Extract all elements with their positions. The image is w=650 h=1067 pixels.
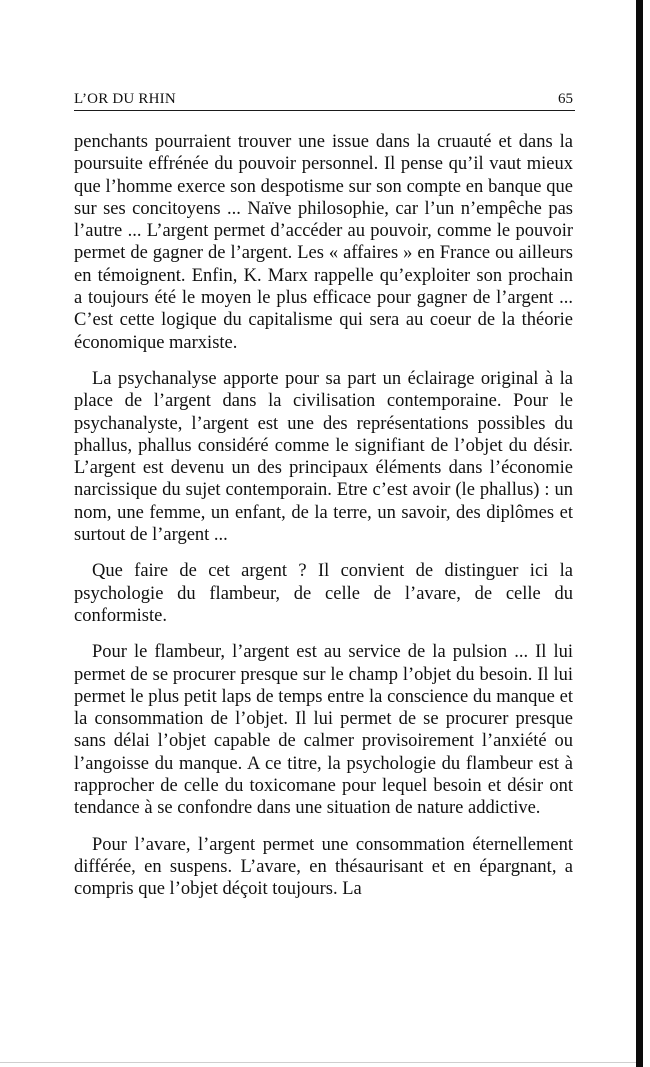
paragraph-4: Pour le flambeur, l’argent est au service de la pulsion ... Il lui permet de se procurer presque sur le champ l’objet du besoin. Il lui permet le plus petit laps de temps entre la conscience du manque et la consommation de l’objet. Il lui permet de se procurer presque sans délai l’objet capable de calmer provisoirement l’anxiété ou l’angoisse du manque. A ce titre, la psychologie du flambeur est à rapprocher de celle du toxicomane pour lequel besoin et désir ont tendance à se confondre dans une situation de nature addictive.: [74, 642, 573, 819]
page-number: 65: [558, 91, 573, 107]
paragraph-5: Pour l’avare, l’argent permet une consommation éternellement différée, en suspens. L’avare, en thésaurisant et en épargnant, a compris que l’objet déçoit toujours. La: [74, 834, 573, 900]
page-bottom-edge: [0, 1062, 636, 1063]
chapter-title: L’OR DU RHIN: [74, 91, 176, 107]
paragraph-2: La psychanalyse apporte pour sa part un éclairage original à la place de l’argent dans la civilisation contemporaine. Pour le psychanalyste, l’argent est une des représentations possibles du phallus, phallus considéré comme le signifiant de l’objet du désir. L’argent est devenu un des principaux éléments dans l’économie narcissique du sujet contemporain. Etre c’est avoir (le phallus) : un nom, une femme, un enfant, de la terre, un savoir, des diplômes et surtout de l’argent ...: [74, 368, 573, 546]
running-header: [74, 88, 575, 111]
paragraph-1: penchants pourraient trouver une issue dans la cruauté et dans la poursuite effrénée du pouvoir personnel. Il pense qu’il vaut mieux que l’homme exerce son despotisme sur son compte en banque que sur ses concitoyens ... Naïve philosophie, car l’un n’empêche pas l’autre ... L’argent permet d’accéder au pouvoir, comme le pouvoir permet de gagner de l’argent. Les « affaires » en France ou ailleurs en témoignent. Enfin, K. Marx rappelle qu’exploiter son prochain a toujours été le moyen le plus efficace pour gagner de l’argent ... C’est cette logique du capitalisme qui sera au coeur de la théorie économique marxiste.: [74, 132, 573, 353]
paragraph-3: Que faire de cet argent ? Il convient de distinguer ici la psychologie du flambeur, de celle de l’avare, de celle du conformiste.: [74, 561, 573, 626]
scan-edge-shadow: [636, 0, 643, 1067]
body-text: [74, 131, 573, 901]
